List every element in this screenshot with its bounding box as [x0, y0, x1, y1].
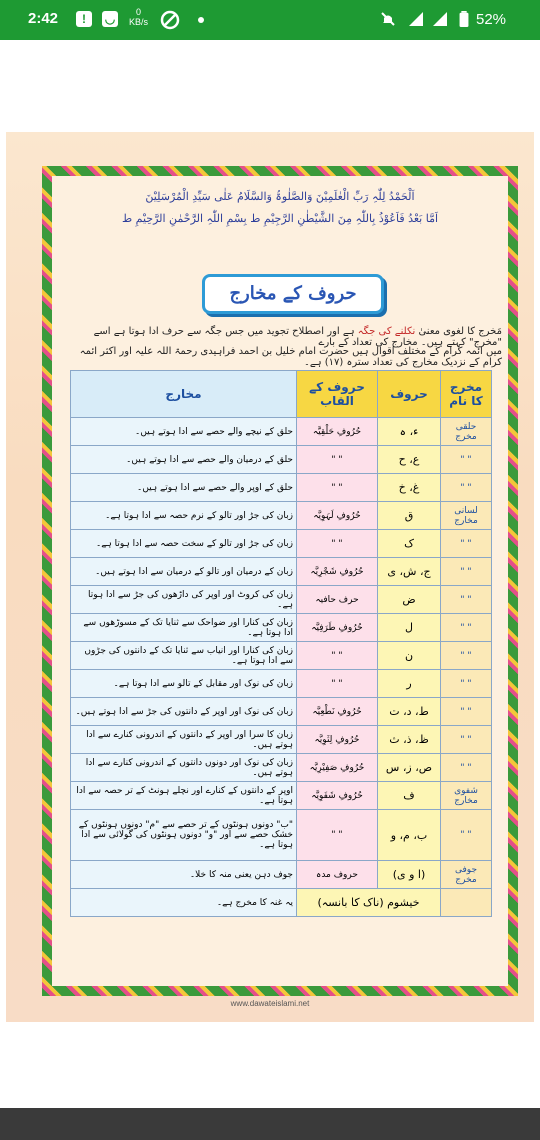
network-speed	[129, 7, 148, 27]
cell-name: جوفی مخرج	[441, 861, 492, 889]
cell-alqab: " "	[297, 446, 378, 474]
network-speed-value: 0	[136, 7, 142, 17]
cell-huruf: غ، خ	[378, 474, 441, 502]
table-row	[71, 530, 492, 558]
table-row	[71, 558, 492, 586]
cell-name: شفوی مخارج	[441, 782, 492, 810]
cell-alqab: حُرُوفِ لَہَوِیَّہ	[297, 502, 378, 530]
table-row	[71, 754, 492, 782]
cell-makharij: زبان کی نوک اور دونوں دانتوں کے اندرونی کنارے سے ادا ہوتے ہیں۔	[71, 754, 297, 782]
cell-alqab: " "	[297, 642, 378, 670]
cell-name: " "	[441, 642, 492, 670]
cell-makharij: زبان کی جڑ اور تالو کے نرم حصہ سے ادا ہوتا ہے۔	[71, 502, 297, 530]
cell-makharij: زبان کے درمیان اور تالو کے درمیان سے ادا ہوتے ہیں۔	[71, 558, 297, 586]
cell-huruf: ظ، ذ، ث	[378, 726, 441, 754]
table-row	[71, 642, 492, 670]
cell-name: " "	[441, 530, 492, 558]
cell-huruf: ض	[378, 586, 441, 614]
cell-alqab: حُرُوفِ شَجْرِیَّہ	[297, 558, 378, 586]
header-huruf: حروف	[378, 371, 441, 418]
navigation-bar	[0, 1108, 540, 1140]
cell-makharij: زبان کی جڑ اور تالو کے سخت حصہ سے ادا ہوتا ہے۔	[71, 530, 297, 558]
table-row	[71, 446, 492, 474]
cell-huruf: ن	[378, 642, 441, 670]
status-time: 2:42	[28, 10, 59, 27]
poster-frame	[42, 166, 518, 996]
intro-prefix: مَخرج کا لغوی معنیٰ	[418, 326, 502, 337]
table-row	[71, 586, 492, 614]
cell-name	[441, 889, 492, 917]
cell-alqab: " "	[297, 474, 378, 502]
cell-alqab: حُرُوفِ شَفَوِیَّہ	[297, 782, 378, 810]
cell-makharij: یہ غنہ کا مخرج ہے۔	[71, 889, 297, 917]
cell-makharij: حلق کے نیچے والے حصے سے ادا ہوتے ہیں۔	[71, 418, 297, 446]
network-speed-unit: KB/s	[129, 17, 149, 27]
blocked-icon	[160, 10, 180, 30]
intro-rest: ہے اور اصطلاح تجوید میں جس جگہ سے حرف ادا ہوتا ہے اسے "مخرج" کہتے ہیں۔ مخارج کی تعداد کے بارے	[93, 326, 502, 348]
cell-name: حلقی مخرج	[441, 418, 492, 446]
table-row	[71, 782, 492, 810]
battery-percent: 52%	[476, 11, 507, 28]
table-header-row	[71, 371, 492, 418]
cell-alqab: " "	[297, 670, 378, 698]
cell-name: " "	[441, 810, 492, 861]
cell-huruf: ص، ز، س	[378, 754, 441, 782]
cell-alqab: " "	[297, 530, 378, 558]
cell-huruf: ج، ش، ی	[378, 558, 441, 586]
intro-line-2: میں ائمہ کرام کے مختلف اقوال ہیں حضرت امام خلیل بن احمد فراہیدی رحمۃ اللہ علیہ اور اکثر ائمہ کرام کے نزدیک مخارج کی تعداد سترہ (١٧) ہے۔	[79, 346, 502, 368]
cell-huruf: ق	[378, 502, 441, 530]
cell-huruf: ر	[378, 670, 441, 698]
cell-alqab: حُرُوفِ حَلْقِیَّہ	[297, 418, 378, 446]
cell-huruf: ب، م، و	[378, 810, 441, 861]
intro-line-1	[62, 326, 502, 348]
cell-name: " "	[441, 670, 492, 698]
cell-alqab: " "	[297, 810, 378, 861]
table-row	[71, 474, 492, 502]
cell-name: " "	[441, 474, 492, 502]
header-name: مخرج کا نام	[441, 371, 492, 418]
cell-makharij: زبان کی نوک اور مقابل کے تالو سے ادا ہوتا ہے۔	[71, 670, 297, 698]
image-viewer[interactable]	[0, 40, 540, 1108]
notification-dot-icon	[198, 17, 204, 23]
cell-makharij: زبان کی کروٹ اور اوپر کی داڑھوں کی جڑ سے ادا ہوتا ہے۔	[71, 586, 297, 614]
cell-name: " "	[441, 754, 492, 782]
cell-huruf: ل	[378, 614, 441, 642]
status-bar	[0, 0, 540, 40]
cell-huruf: ک	[378, 530, 441, 558]
cell-name: " "	[441, 726, 492, 754]
header-alqab: حروف کے القاب	[297, 371, 378, 418]
table-row	[71, 698, 492, 726]
cell-name: " "	[441, 586, 492, 614]
makharij-poster-image	[6, 132, 534, 1022]
table-row	[71, 889, 492, 917]
arabic-line-1: اَلْحَمْدُ لِلّٰہِ رَبِّ الْعٰلَمِیْنَ وَالصَّلٰوۃُ وَالسَّلَامُ عَلٰی سَیِّدِ الْمُرْسَلِیْنَ	[145, 190, 415, 203]
header-makharij: مخارج	[71, 371, 297, 418]
cell-makharij: زبان کی کنارا اور ضواحک سے ثنایا تک کے مسوڑھوں سے ادا ہوتا ہے۔	[71, 614, 297, 642]
table-row	[71, 726, 492, 754]
cell-huruf: ء، ہ	[378, 418, 441, 446]
battery-icon	[458, 11, 470, 27]
table-row	[71, 810, 492, 861]
app-notification-icon: ◡	[102, 11, 118, 27]
table-row	[71, 670, 492, 698]
cell-name: " "	[441, 698, 492, 726]
cell-huruf: ع، ح	[378, 446, 441, 474]
cell-alqab: حُرُوفِ طَرَفِیَّہ	[297, 614, 378, 642]
cell-alqab: حُرُوفِ لِثَوِیَّہ	[297, 726, 378, 754]
cell-huruf: ف	[378, 782, 441, 810]
cell-makharij: جوف دہن یعنی منہ کا خلا۔	[71, 861, 297, 889]
cell-alqab: حروف مدہ	[297, 861, 378, 889]
intro-quote: نکلنے کی جگہ	[357, 326, 416, 337]
alert-notification-icon: !	[76, 11, 92, 27]
poster-title: حروف کے مخارج	[202, 274, 384, 314]
table-row	[71, 861, 492, 889]
arabic-line-2: اَمَّا بَعْدُ فَاَعُوْذُ بِاللّٰہِ مِنَ الشَّیْطٰنِ الرَّجِیْمِ ط بِسْمِ اللّٰہِ الرَّحْمٰنِ الرَّحِیْمِ ط	[121, 212, 439, 225]
table-row	[71, 502, 492, 530]
table-row	[71, 614, 492, 642]
cell-makharij: "ب" دونوں ہونٹوں کے تر حصے سے "م" دونوں ہونٹوں کے خشک حصے سے اور "و" دونوں ہونٹوں کی گولائی سے ادا ہوتا ہے۔	[71, 810, 297, 861]
cell-alqab: حرف حافیہ	[297, 586, 378, 614]
website-url: www.dawateislami.net	[230, 999, 310, 1008]
cell-makharij: اوپر کے دانتوں کے کنارے اور نچلے ہونٹ کے تر حصہ سے ادا ہوتا ہے۔	[71, 782, 297, 810]
table-row	[71, 418, 492, 446]
cell-makharij: زبان کی نوک اور اوپر کے دانتوں کی جڑ سے ادا ہوتے ہیں۔	[71, 698, 297, 726]
cell-makharij: زبان کا سرا اور اوپر کے دانتوں کے اندرونی کنارے سے ادا ہوتے ہیں۔	[71, 726, 297, 754]
cell-name: لسانی مخارج	[441, 502, 492, 530]
cell-makharij: حلق کے درمیان والے حصے سے ادا ہوتے ہیں۔	[71, 446, 297, 474]
cell-makharij: حلق کے اوپر والے حصے سے ادا ہوتے ہیں۔	[71, 474, 297, 502]
cell-name: " "	[441, 446, 492, 474]
cell-name: " "	[441, 614, 492, 642]
signal-icon-1	[408, 11, 424, 27]
cell-huruf: خیشوم (ناک کا بانسہ)	[297, 889, 441, 917]
cell-huruf: ط، د، ت	[378, 698, 441, 726]
cell-huruf: (ا و ی)	[378, 861, 441, 889]
cell-makharij: زبان کی کنارا اور انیاب سے ثنایا تک کے دانتوں کی جڑوں سے ادا ہوتا ہے۔	[71, 642, 297, 670]
cell-name: " "	[441, 558, 492, 586]
mute-icon	[380, 11, 396, 27]
cell-alqab: حُرُوفِ صَفِیْرِیَّہ	[297, 754, 378, 782]
signal-icon-2	[432, 11, 448, 27]
makharij-table	[70, 370, 492, 917]
cell-alqab: حُرُوفِ نَطْعِیَّہ	[297, 698, 378, 726]
